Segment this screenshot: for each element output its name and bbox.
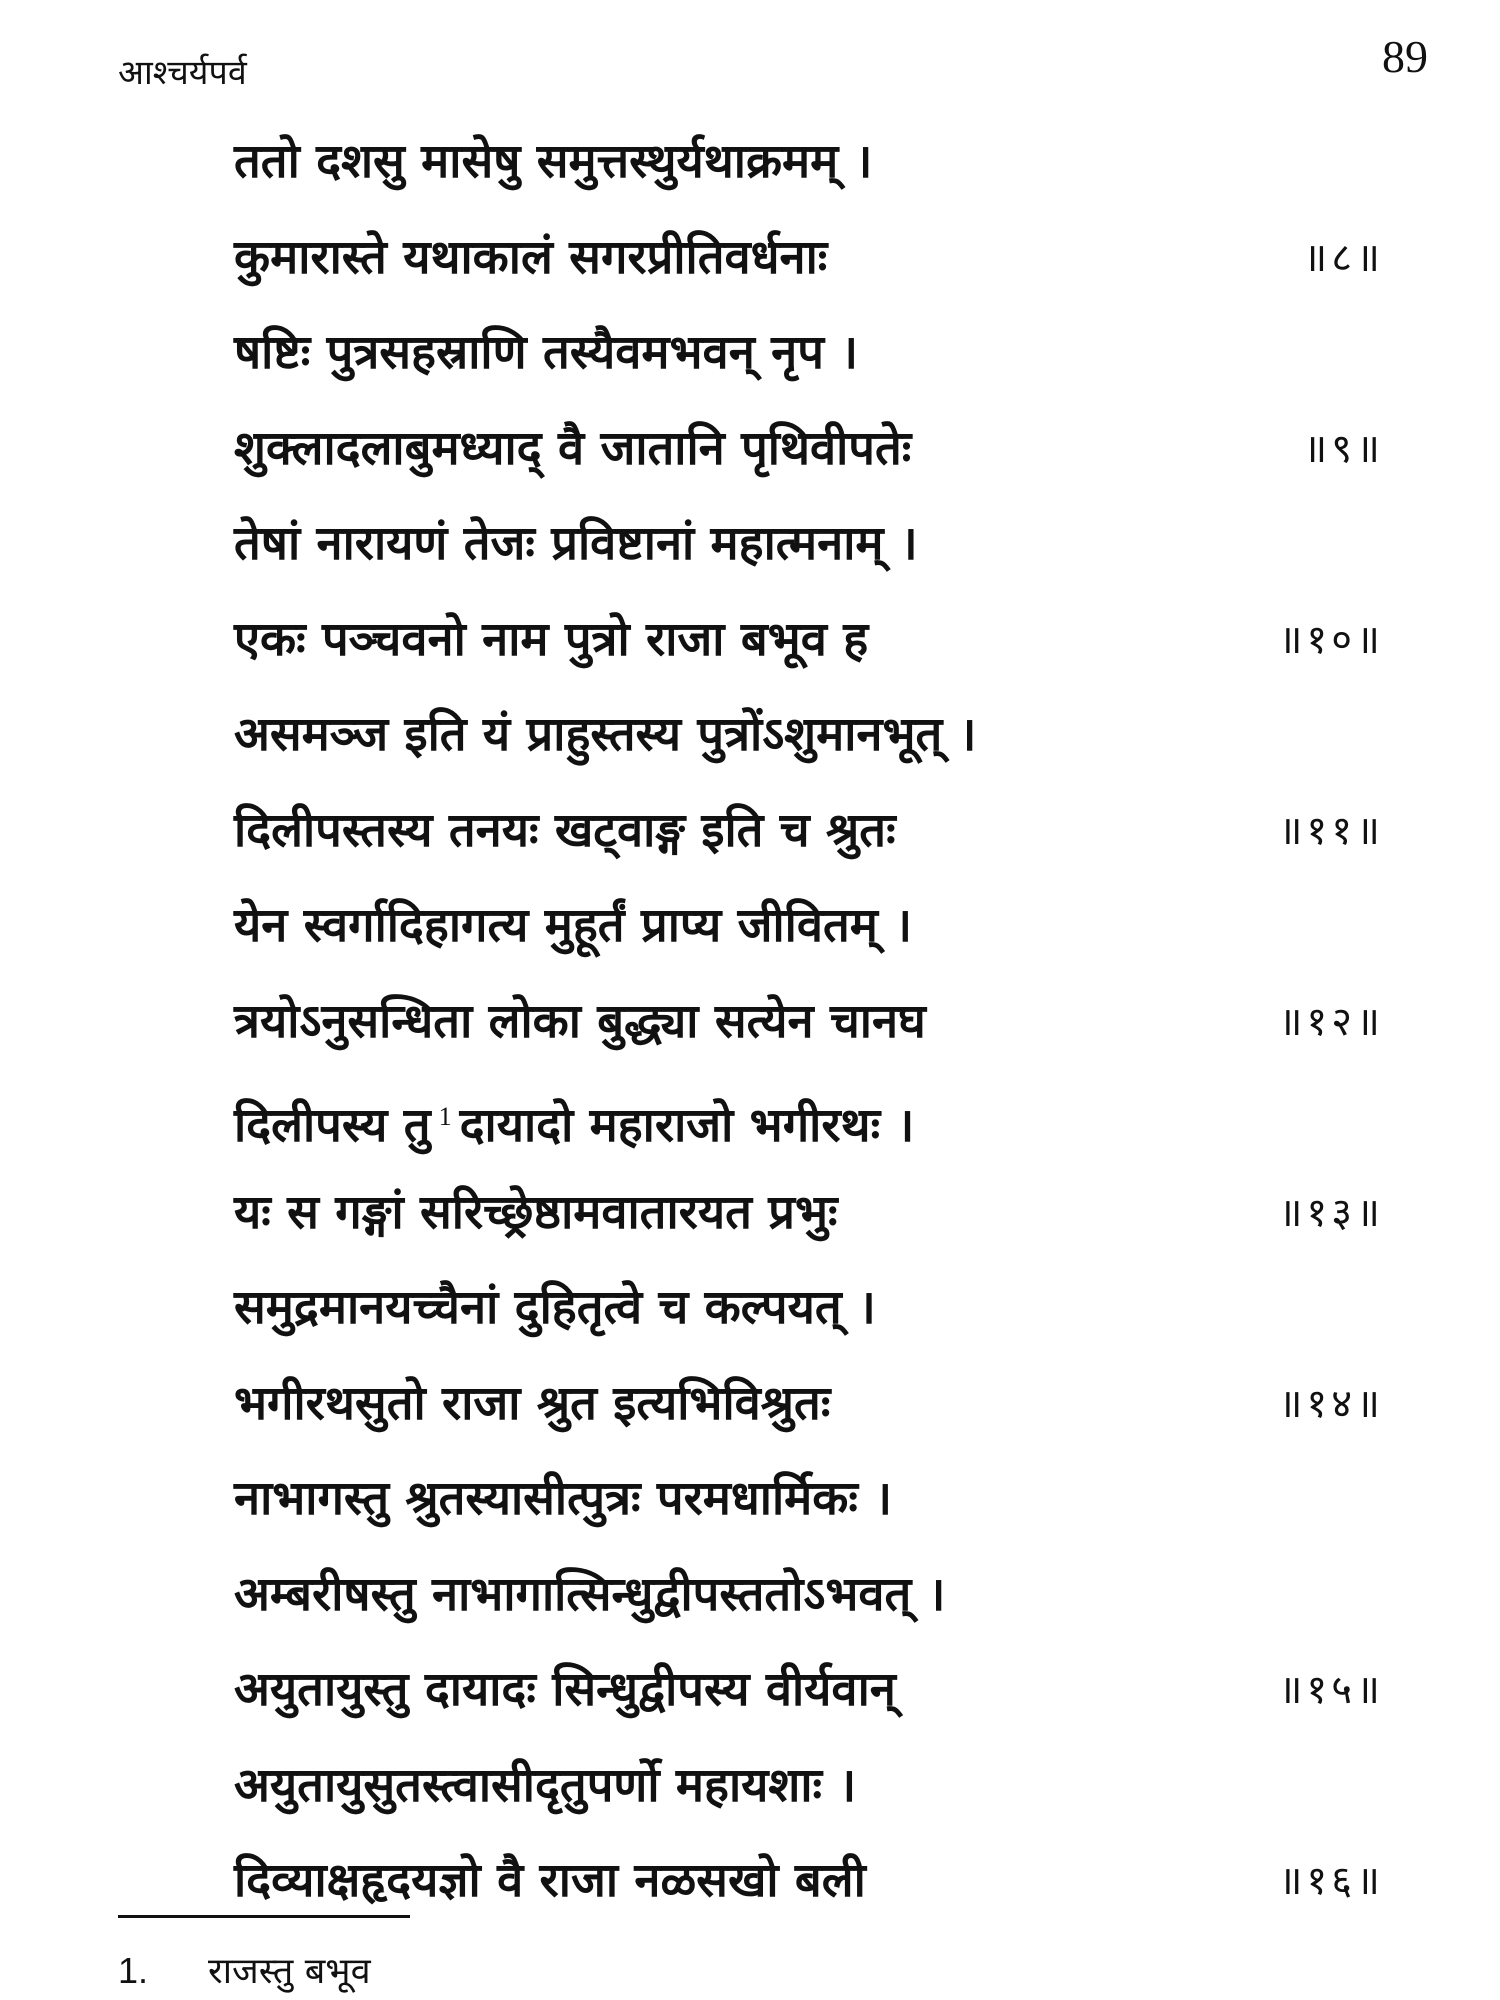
footnote-text: राजस्तु बभूव (208, 1951, 371, 1992)
verse-line (234, 1469, 1384, 1565)
footnote-reference: 1 (438, 1102, 452, 1131)
verse-line (234, 1851, 1384, 1947)
verse-text: दिव्याक्षहृदयज्ञो वै राजा नळसखो बली (234, 1853, 866, 1908)
verse-number: ॥१५॥ (1278, 1667, 1384, 1713)
verse-text: समुद्रमानयच्चैनां दुहितृत्वे च कल्पयत् । (234, 1280, 876, 1335)
verse-line (234, 801, 1384, 897)
verse-number: ॥११॥ (1278, 807, 1384, 854)
verse-text: एकः पञ्चवनो नाम पुत्रो राजा बभूव ह (234, 611, 869, 667)
verse-text: अम्बरीषस्तु नाभागात्सिन्धुद्वीपस्ततोऽभवत् । (234, 1566, 946, 1622)
verse-text: अयुतायुसुतस्त्वासीदृतुपर्णो महायशाः । (234, 1757, 857, 1813)
verse-text-part: दायादो महाराजो भगीरथः । (459, 1098, 915, 1153)
verse-text: असमञ्ज इति यं प्राहुस्तस्य पुत्रोंऽशुमानभूत् । (234, 707, 977, 762)
verse-text: यः स गङ्गां सरिच्छ्रेष्ठामवातारयत प्रभुः (234, 1184, 838, 1240)
verse-line (234, 1374, 1384, 1470)
verse-text: शुक्लादलाबुमध्याद् वै जातानि पृथिवीपतेः (234, 420, 912, 476)
verse-line (234, 896, 1384, 992)
verse-line (234, 610, 1384, 706)
verse-line (234, 1756, 1384, 1852)
verse-text: येन स्वर्गादिहागत्य मुहूर्तं प्राप्य जीवितम् । (234, 898, 913, 953)
verse-line (234, 514, 1384, 610)
verse-number: ॥१२॥ (1278, 998, 1384, 1045)
verse-text: दिलीपस्तस्य तनयः खट्वाङ्ग इति च श्रुतः (234, 802, 896, 858)
footnote (118, 1945, 371, 1994)
verse-line (234, 228, 1384, 324)
verse-text: कुमारास्ते यथाकालं सगरप्रीतिवर्धनाः (234, 229, 828, 285)
running-head: आश्चर्यपर्व (118, 53, 247, 93)
verse-line (234, 1087, 1384, 1183)
verse-text-part: दिलीपस्य तु (234, 1098, 431, 1153)
verse-line (234, 992, 1384, 1088)
verse-line (234, 323, 1384, 419)
verse-number: ॥९॥ (1303, 425, 1384, 472)
verse-line (234, 1183, 1384, 1279)
verse-text: तेषां नारायणं तेजः प्रविष्टानां महात्मनाम् । (234, 516, 918, 571)
verse-line (234, 705, 1384, 801)
verse-text: भगीरथसुतो राजा श्रुत इत्यभिविश्रुतः (234, 1375, 831, 1431)
footnote-divider (118, 1915, 410, 1918)
verse-text: त्रयोऽनुसन्धिता लोका बुद्ध्या सत्येन चानघ (234, 993, 926, 1049)
verse-number: ॥१३॥ (1278, 1189, 1384, 1236)
verse-number: ॥१०॥ (1278, 616, 1384, 663)
verse-line (234, 419, 1384, 515)
verse-number: ॥८॥ (1303, 234, 1384, 281)
verse-block (234, 132, 1384, 1947)
verse-text: अयुतायुस्तु दायादः सिन्धुद्वीपस्य वीर्यवान् (234, 1662, 896, 1717)
page-number: 89 (1382, 31, 1428, 82)
footnote-marker: 1. (118, 1950, 149, 1991)
verse-text: षष्टिः पुत्रसहस्राणि तस्यैवमभवन् नृप । (234, 325, 859, 380)
verse-line (234, 132, 1384, 228)
verse-line (234, 1278, 1384, 1374)
verse-number: ॥१६॥ (1278, 1858, 1384, 1904)
verse-text: ततो दशसु मासेषु समुत्तस्थुर्यथाक्रमम् । (234, 134, 873, 189)
verse-number: ॥१४॥ (1278, 1380, 1384, 1427)
verse-line (234, 1660, 1384, 1756)
verse-text-with-footnote (234, 1087, 914, 1156)
verse-line (234, 1565, 1384, 1661)
verse-text: नाभागस्तु श्रुतस्यासीत्पुत्रः परमधार्मिकः । (234, 1471, 893, 1526)
